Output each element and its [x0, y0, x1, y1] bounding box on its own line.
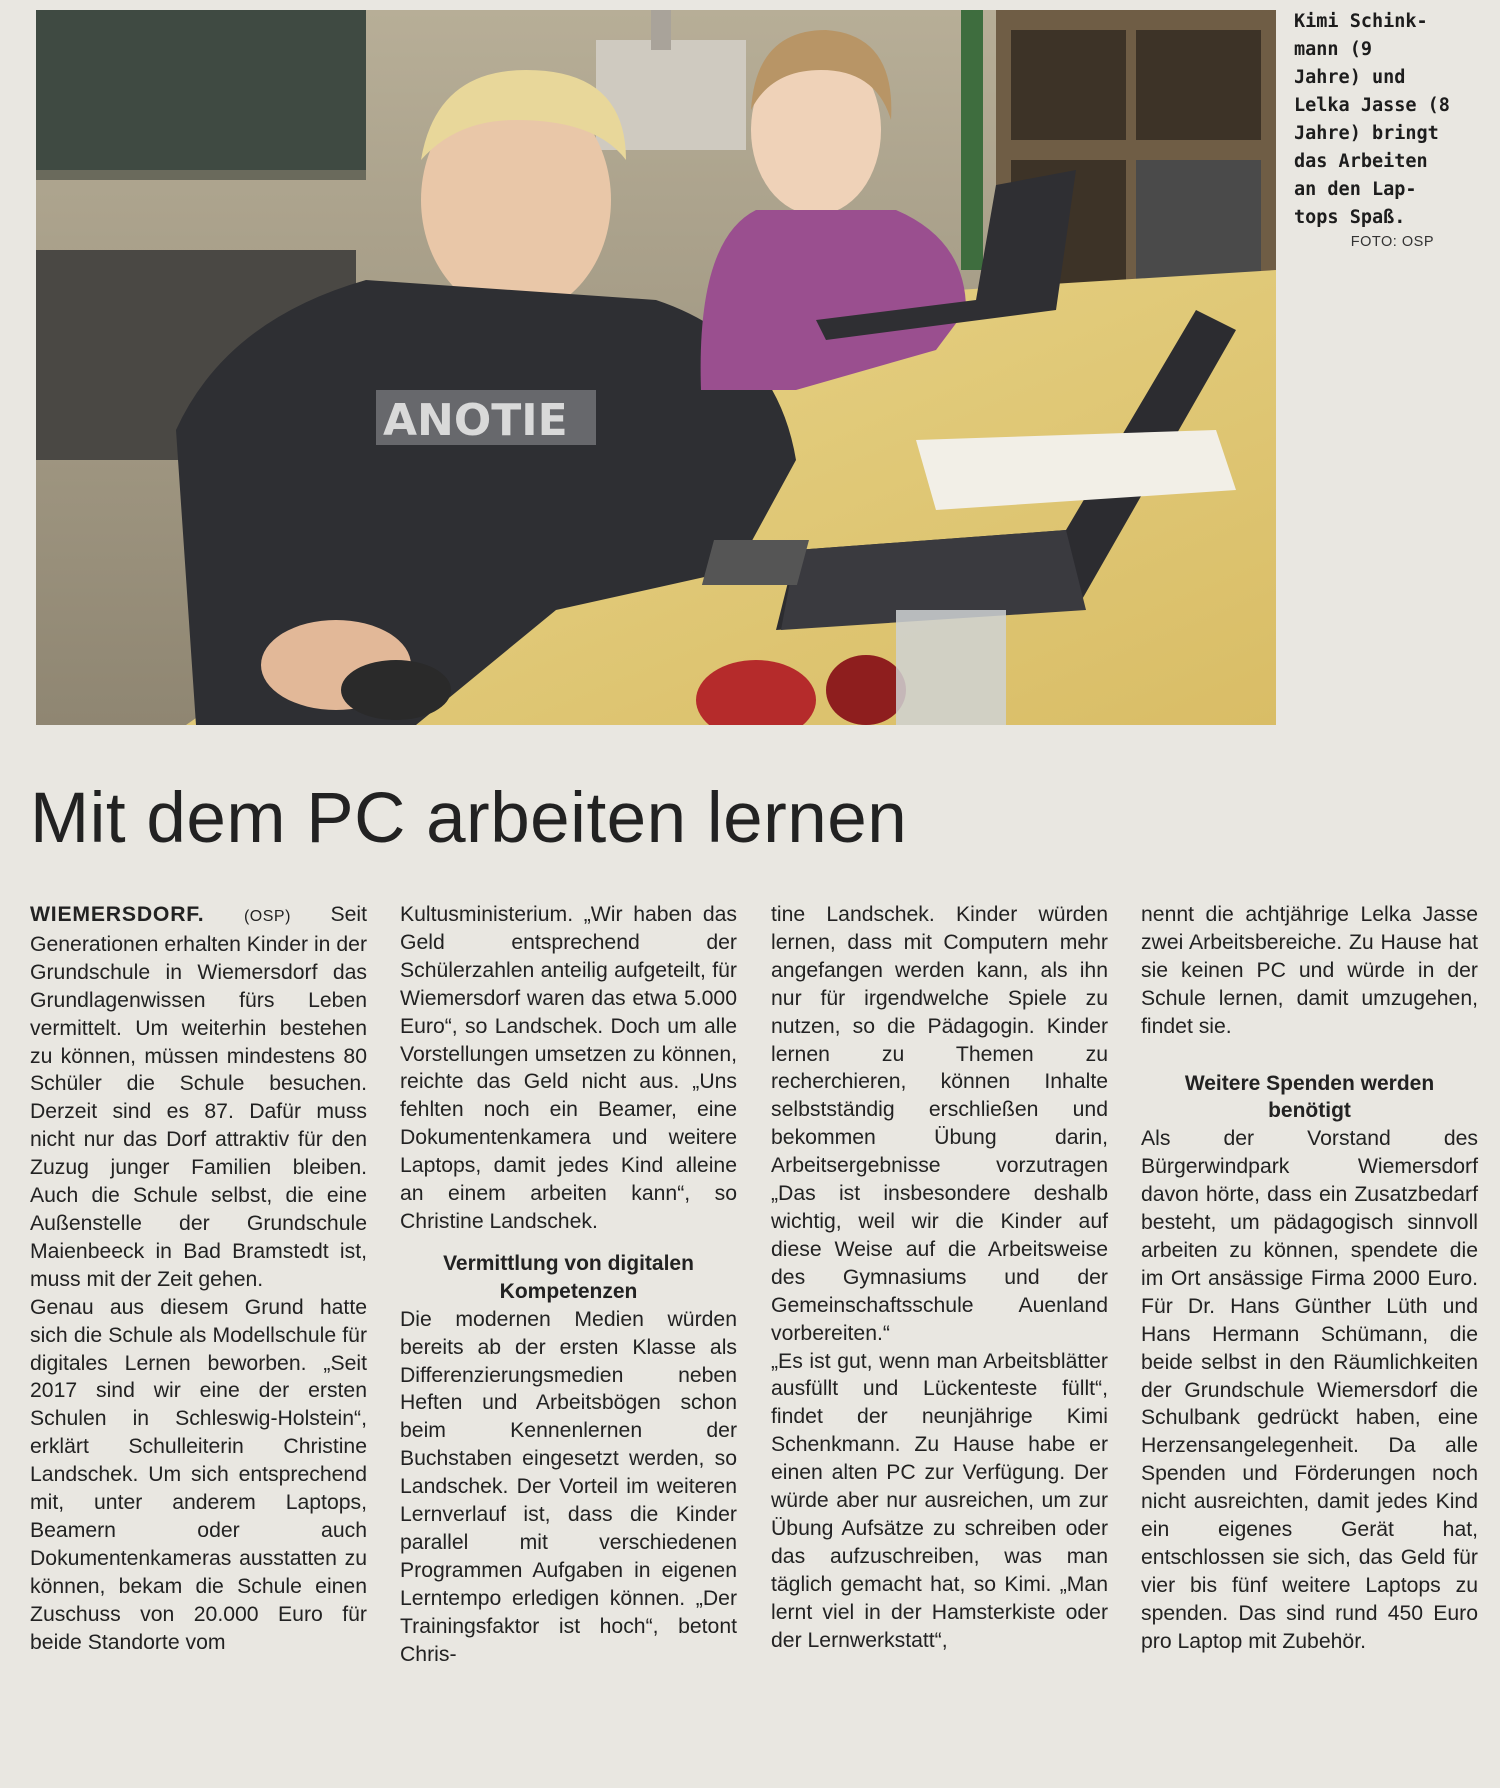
- shirt-print-text: ANOTIE: [383, 395, 568, 446]
- article-column-4: [1141, 901, 1478, 1656]
- article-paragraph: nennt die achtjährige Lelka Jasse zwei Arbeitsbereiche. Zu Hause hat sie keinen PC und würde in der Schule lernen, damit umzugehen, findet sie.: [1141, 903, 1478, 1038]
- article-column-1: [30, 901, 367, 1656]
- paragraph-text: Seit Generationen erhalten Kinder in der Grundschule in Wiemersdorf das Grundlagenwissen fürs Leben vermittelt. Um weiterhin bestehen zu können, müssen mindestens 80 Schüler die Schule besuchen. Derzeit sind es 87. Dafür muss nicht nur das Dorf attraktiv für den Zuzug junger Familien bleiben. Auch die Schule selbst, die eine Außenstelle der Grundschule Maienbeeck in Bad Bramstedt ist, muss mit der Zeit gehen.: [30, 903, 367, 1291]
- dateline: WIEMERSDORF.: [30, 903, 205, 926]
- article-paragraph: tine Landschek. Kinder würden lernen, dass mit Computern mehr angefangen werden kann, als ihn nur für irgendwelche Spiele zu nutzen, so die Pädagogin. Kinder lernen zu Themen zu recherchieren, können Inhalte selbstständig erschließen und bekommen Übung darin, Arbeitsergebnisse vorzutragen „Das ist insbesondere deshalb wichtig, weil wir die Kinder auf diese Weise auf die Arbeitsweise des Gymnasiums und der Gemeinschaftsschule Auenland vorbereiten.“: [771, 903, 1108, 1345]
- article-paragraph: Kultusministerium. „Wir haben das Geld entsprechend der Schülerzahlen anteilig aufgeteilt, für Wiemersdorf waren das etwa 5.000 Euro“, so Landschek. Doch um alle Vorstellungen umsetzen zu können, reichte das Geld nicht aus. „Uns fehlten noch ein Beamer, eine Dokumentenkamera und weitere Laptops, damit jedes Kind alleine an einem arbeiten kann“, so Christine Landschek.: [400, 903, 737, 1233]
- article-paragraph: „Es ist gut, wenn man Arbeitsblätter ausfüllt und Lückenteste füllt“, findet der neunjährige Kimi Schenkmann. Zu Hause habe er einen alten PC zur Verfügung. Der würde aber nur ausreichen, um zur Übung Aufsätze zu schreiben oder das aufzuschreiben, was man täglich gemacht hat, so Kimi. „Man lernt viel in der Hamsterkiste oder der Lernwerkstatt“,: [771, 1349, 1108, 1652]
- subheading: Vermittlung von digitalen Kompetenzen: [443, 1251, 694, 1303]
- article-paragraph: [30, 901, 367, 1294]
- subheading: Weitere Spenden werden benötigt: [1184, 1071, 1435, 1123]
- photo-credit: FOTO: OSP: [1350, 234, 1434, 250]
- article-column-2: [400, 901, 737, 1668]
- article-headline: Mit dem PC arbeiten lernen: [30, 779, 908, 858]
- agency-tag: (OSP): [243, 908, 291, 925]
- classroom-photo-illustration: [36, 10, 1276, 725]
- article-column-3: [771, 901, 1108, 1654]
- article-photo: [36, 10, 1276, 725]
- article-paragraph: Als der Vorstand des Bürgerwindpark Wiemersdorf davon hörte, dass ein Zusatzbedarf besteht, um pädagogisch sinnvoll arbeiten zu können, spendete die im Ort ansässige Firma 2000 Euro. Für Dr. Hans Günther Lüth und Hans Hermann Schümann, die beide selbst in den Räumlichkeiten der Grundschule Wiemersdorf die Schulbank gedrückt haben, eine Herzensangelegenheit. Da alle Spenden und Förderungen noch nicht ausreichten, damit jedes Kind ein eigenes Gerät hat, entschlossen sie sich, das Geld für vier bis fünf weitere Laptops zu spenden. Das sind rund 450 Euro pro Laptop mit Zubehör.: [1141, 1127, 1478, 1653]
- article-paragraph: Die modernen Medien würden bereits ab der ersten Klasse als Differenzierungsmedien neben Heften und Arbeitsbögen schon beim Kennenlernen der Buchstaben eingesetzt werden, so Landschek. Der Vorteil im weiteren Lernverlauf ist, dass die Kinder parallel mit verschiedenen Programmen Aufgaben in eigenen Lerntempo erledigen können. „Der Trainingsfaktor ist hoch“, betont Chris-: [400, 1307, 737, 1666]
- photo-caption: Kimi Schink- mann (9 Jahre) und Lelka Jasse (8 Jahre) bringt das Arbeiten an den Lap- tops Spaß.: [1294, 11, 1450, 228]
- article-paragraph: Genau aus diesem Grund hatte sich die Schule als Modellschule für digitales Lernen beworben. „Seit 2017 sind wir eine der ersten Schulen in Schleswig-Holstein“, erklärt Schulleiterin Christine Landschek. Um sich entsprechend mit, unter anderem Laptops, Beamern oder auch Dokumentenkameras ausstatten zu können, bekam die Schule einen Zuschuss von 20.000 Euro für beide Standorte vom: [30, 1295, 367, 1654]
